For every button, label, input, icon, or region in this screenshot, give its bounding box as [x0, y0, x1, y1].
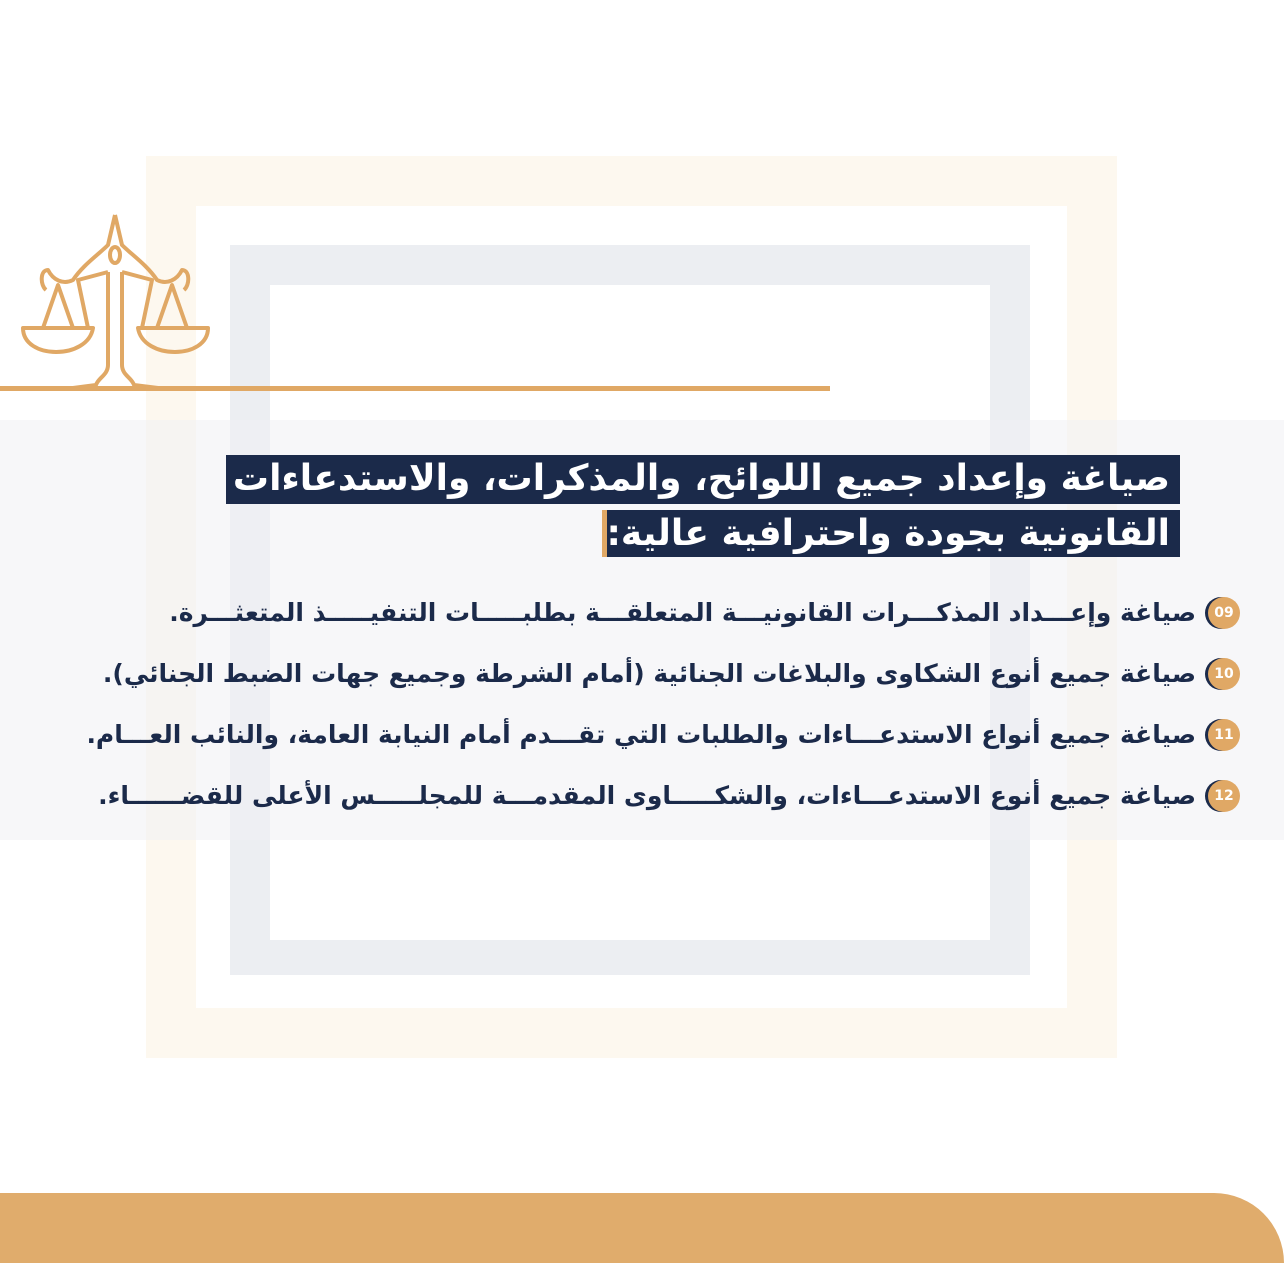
- list-item: [0, 582, 1240, 643]
- heading-line-2: القانونية بجودة واحترافية عالية:: [602, 510, 1180, 557]
- item-text: صياغة وإعـــداد المذكـــرات القانونيـــة المتعلقـــة بطلبـــــات التنفيـــــذ المتعثـــرة.: [169, 598, 1196, 627]
- item-number-badge: 12: [1208, 780, 1240, 812]
- item-number-badge: 10: [1208, 658, 1240, 690]
- item-text: صياغة جميع أنوع الشكاوى والبلاغات الجنائية (أمام الشرطة وجميع جهات الضبط الجنائي).: [102, 659, 1196, 688]
- item-text: صياغة جميع أنواع الاستدعـــاءات والطلبات التي تقـــدم أمام النيابة العامة، والنائب العـــام.: [86, 720, 1196, 749]
- list-item: [0, 704, 1240, 765]
- divider-line: [0, 386, 830, 391]
- list-item: [0, 765, 1240, 826]
- heading-line-1: صياغة وإعداد جميع اللوائح، والمذكرات، والاستدعاءات: [226, 455, 1180, 504]
- item-number-badge: 09: [1208, 597, 1240, 629]
- item-text: صياغة جميع أنوع الاستدعـــاءات، والشكـــــاوى المقدمـــة للمجلـــــس الأعلى للقضــــــاء.: [98, 781, 1196, 810]
- item-number-badge: 11: [1208, 719, 1240, 751]
- footer-band: [0, 1193, 1284, 1263]
- services-list: [0, 582, 1240, 826]
- list-item: [0, 643, 1240, 704]
- scales-of-justice-icon: [18, 210, 213, 395]
